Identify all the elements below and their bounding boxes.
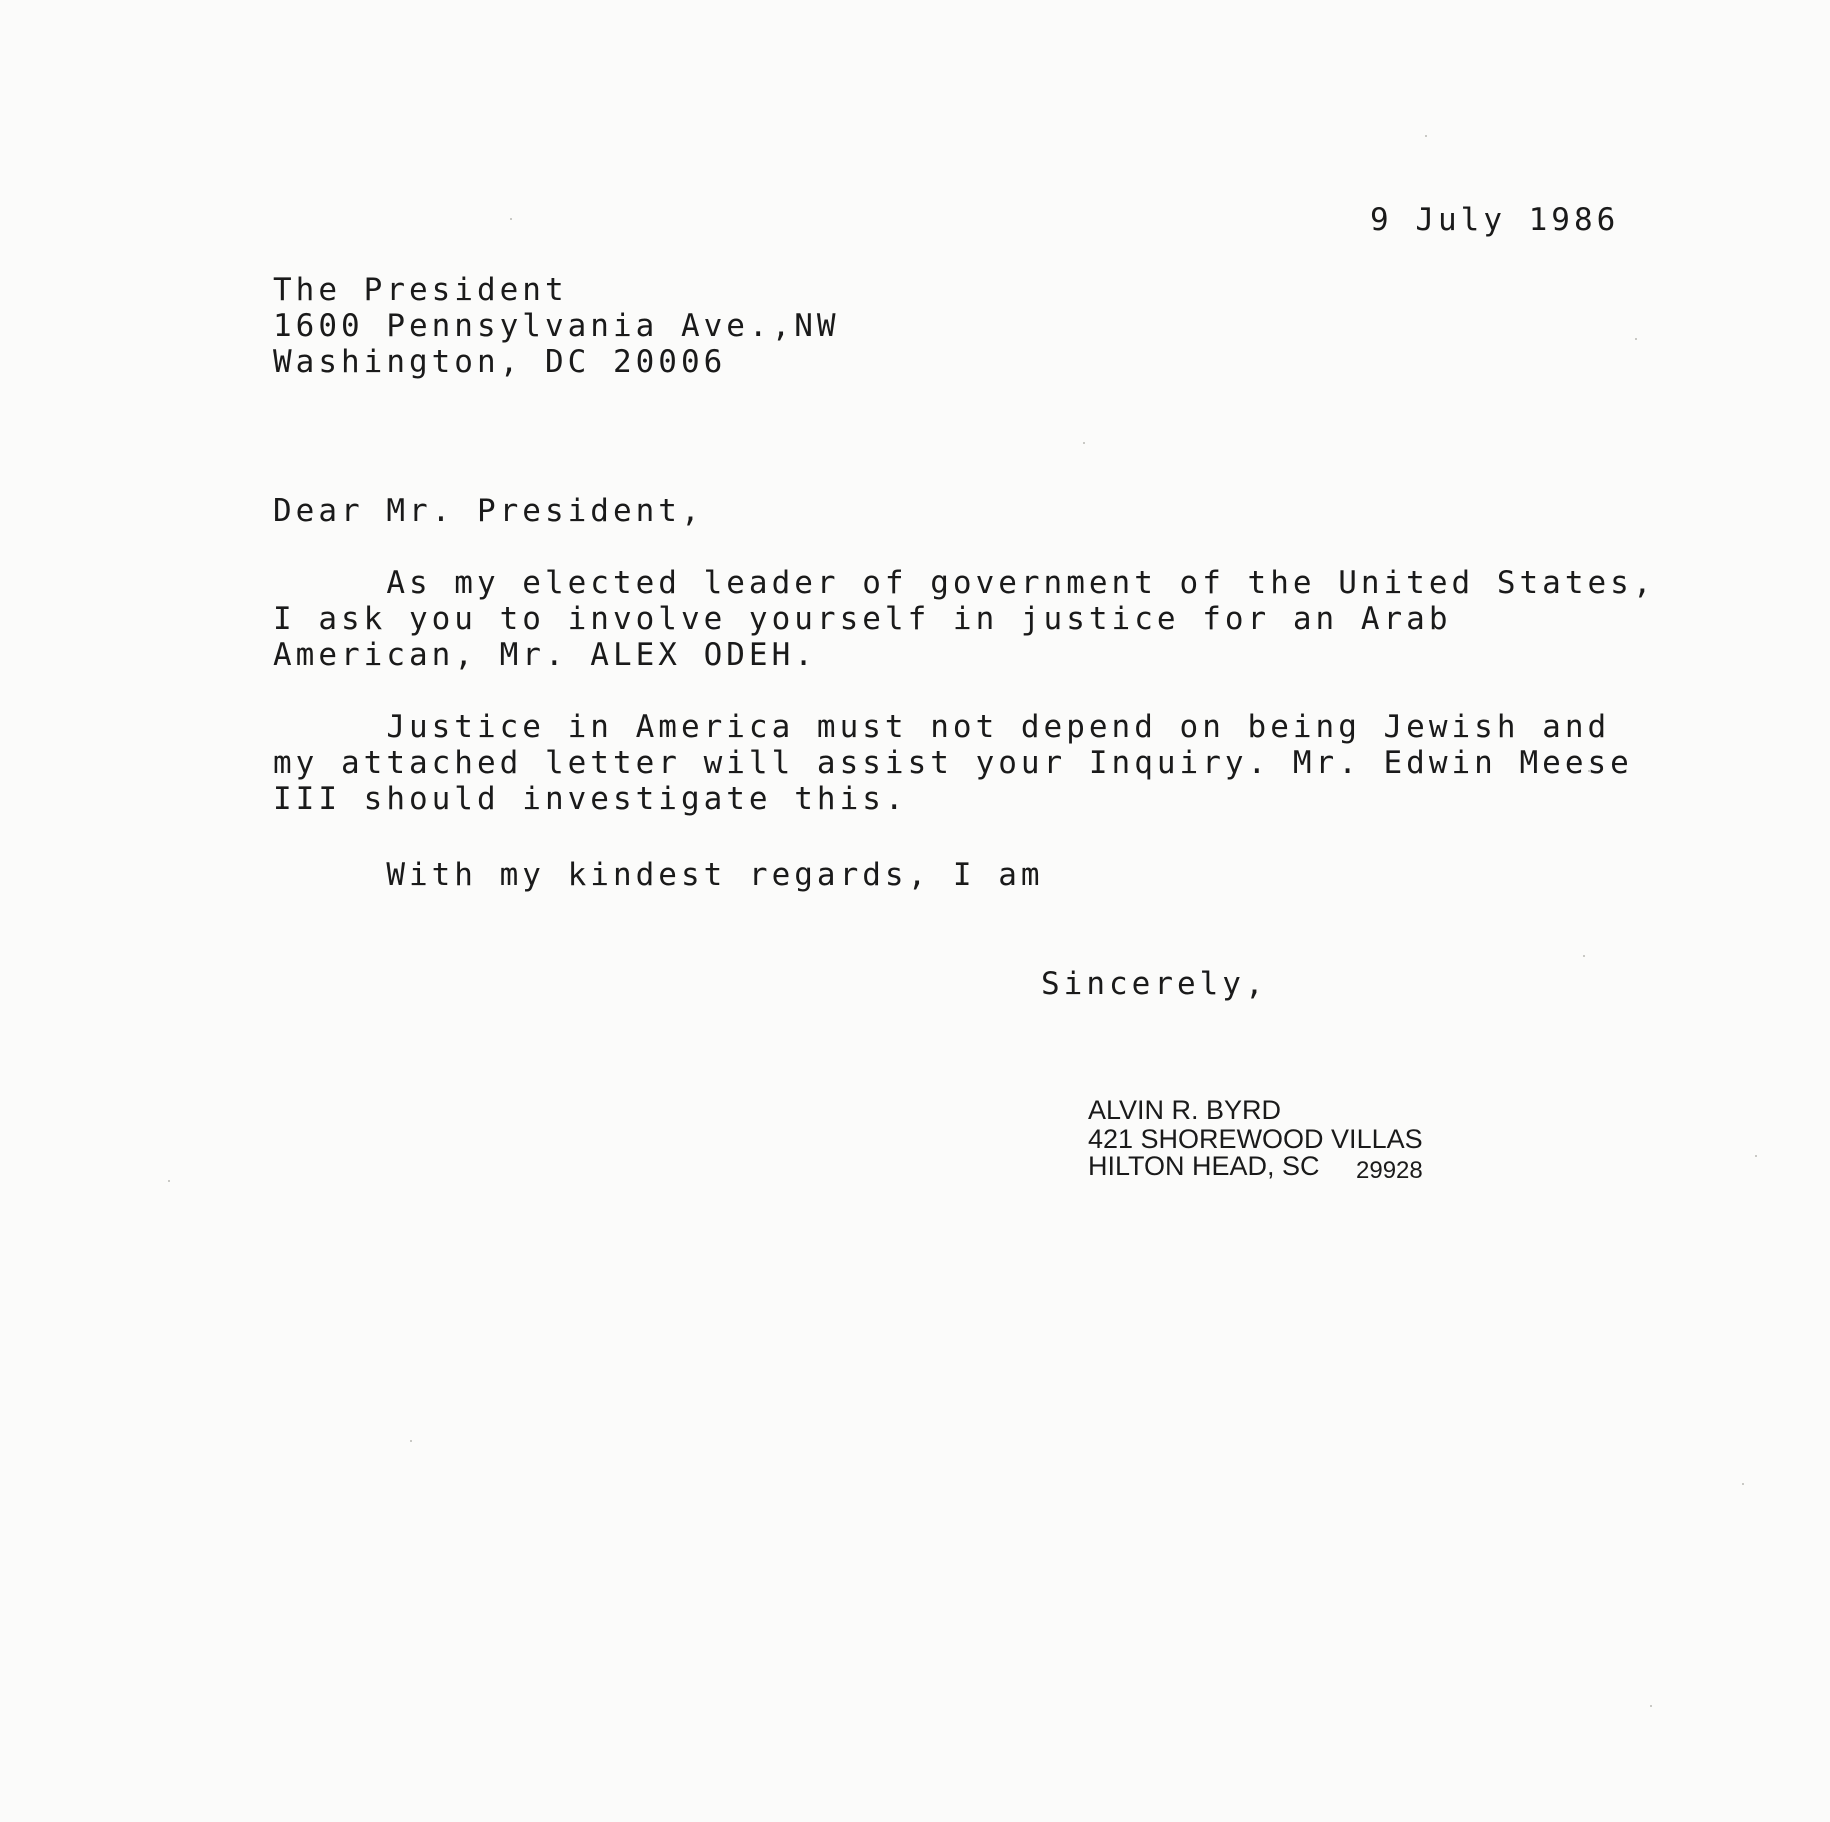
paragraph-2-line-2: my attached letter will assist your Inquiry. Mr. Edwin Meese (273, 745, 1633, 781)
sender-street: 421 SHOREWOOD VILLAS (1088, 1124, 1423, 1154)
salutation: Dear Mr. President, (273, 493, 704, 529)
paragraph-1-line-1: As my elected leader of government of the United States, (273, 565, 1656, 601)
scan-speck (510, 218, 512, 220)
scan-speck (168, 1180, 170, 1182)
paragraph-1-line-3: American, Mr. ALEX ODEH. (273, 637, 817, 673)
scan-speck (1755, 1155, 1757, 1157)
recipient-street: 1600 Pennsylvania Ave.,NW (273, 308, 840, 344)
scan-speck (1635, 338, 1637, 340)
sender-city-state: HILTON HEAD, SC (1088, 1151, 1320, 1181)
closing-line: With my kindest regards, I am (273, 857, 1044, 893)
scan-speck (1650, 1705, 1652, 1707)
scan-speck (410, 1440, 412, 1442)
recipient-name: The President (273, 272, 568, 308)
recipient-city: Washington, DC 20006 (273, 344, 727, 380)
sender-name: ALVIN R. BYRD (1088, 1095, 1282, 1125)
scan-speck (1083, 442, 1085, 444)
scan-speck (1742, 1483, 1744, 1485)
paragraph-2-line-1: Justice in America must not depend on being Jewish and (273, 709, 1611, 745)
paragraph-1-line-2: I ask you to involve yourself in justice for an Arab (273, 601, 1452, 637)
paragraph-2-line-3: III should investigate this. (273, 781, 908, 817)
scan-speck (1425, 135, 1427, 137)
letter-date: 9 July 1986 (1370, 202, 1620, 238)
sender-zip: 29928 (1356, 1157, 1423, 1184)
scan-speck (1583, 955, 1585, 957)
sign-off: Sincerely, (1041, 966, 1268, 1002)
